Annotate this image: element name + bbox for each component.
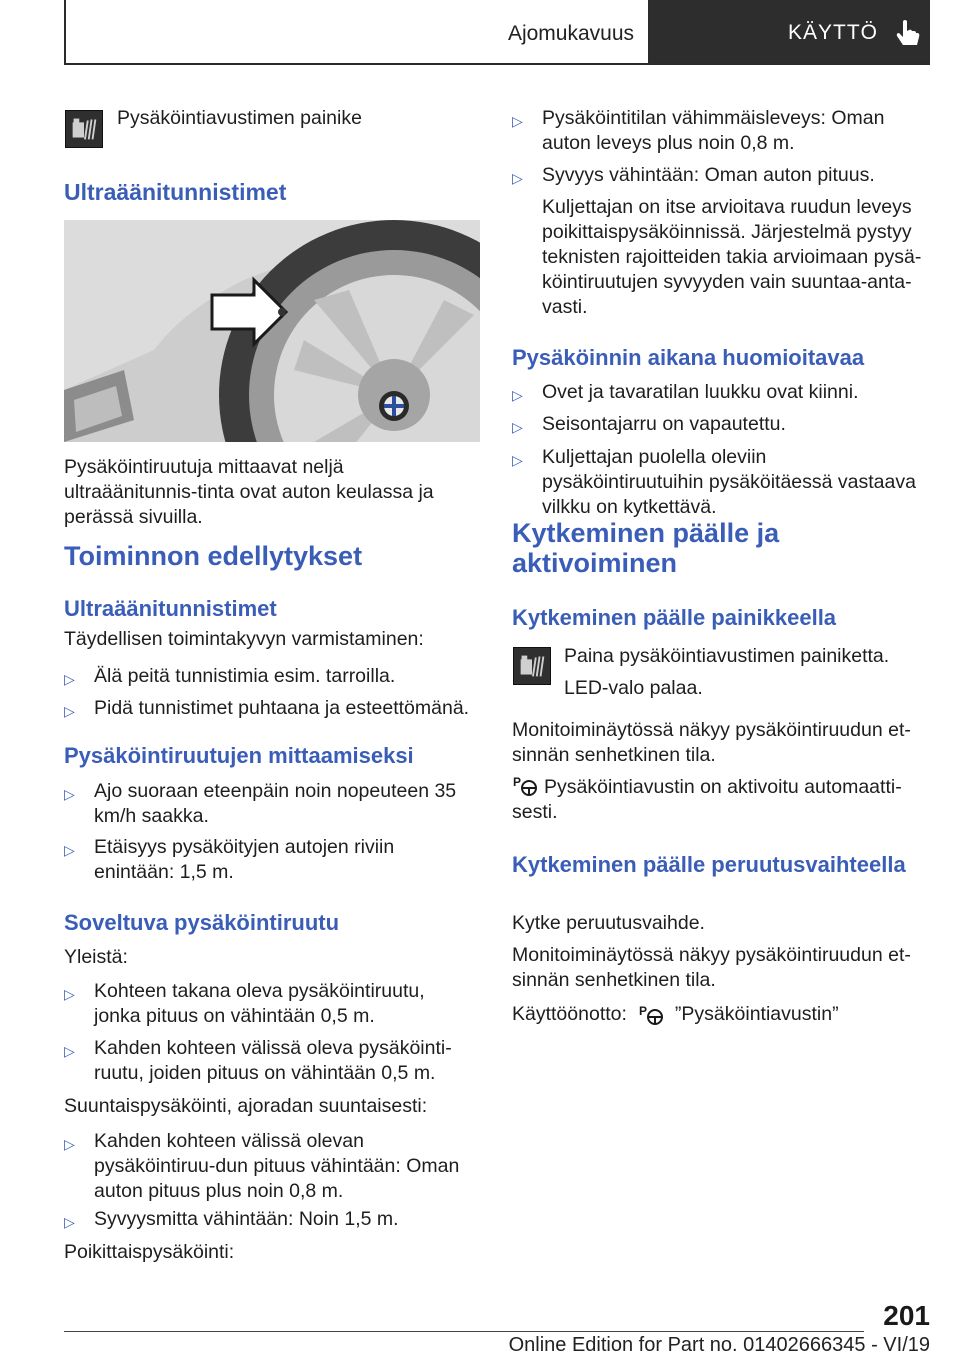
- setup-label: Käyttöönotto:: [512, 1003, 627, 1025]
- parking-assistant-button-icon: [513, 647, 551, 685]
- chapter-tab-label: KÄYTTÖ: [787, 20, 878, 44]
- heading-activate-button: Kytkeminen päälle painikkeella: [512, 605, 837, 630]
- triangle-right-icon: ▷: [512, 113, 523, 129]
- list-item: ▷ Pysäköintitilan vähimmäisleveys: Oman auton leveys plus noin 0,8 m.: [512, 107, 885, 154]
- press-button-text: Paina pysäköintiavustimen painiketta.: [564, 645, 890, 667]
- monitor-status-text-2: Monitoiminäytössä näkyy pysäköintiruudun et-sinnän senhetkinen tila.: [512, 944, 911, 991]
- triangle-right-icon: ▷: [512, 387, 523, 403]
- led-text: LED-valo palaa.: [564, 677, 703, 699]
- triangle-right-icon: ▷: [64, 786, 75, 802]
- list-item: ▷ Älä peitä tunnistimia esim. tarroilla.: [64, 664, 474, 692]
- edition-footer: Online Edition for Part no. 01402666345 - VI/19: [508, 1334, 930, 1356]
- triangle-right-icon: ▷: [64, 1043, 75, 1059]
- sensor-location-photo: [64, 220, 480, 442]
- heading-during-parking: Pysäköinnin aikana huomioitavaa: [512, 345, 865, 370]
- triangle-right-icon: ▷: [512, 419, 523, 435]
- svg-text:P: P: [638, 1003, 647, 1018]
- list-item: ▷ Syvyys vähintään: Oman auton pituus.: [512, 163, 928, 191]
- triangle-right-icon: ▷: [64, 703, 75, 719]
- heading-sensors: Ultraäänitunnistimet: [64, 179, 287, 205]
- list-item: ▷ Kahden kohteen välissä oleva pysäköinti-ruutu, joiden pituus on vähintään 0,5 m.: [64, 1037, 452, 1084]
- list-item: ▷ Ajo suoraan eteenpäin noin nopeuteen 35 km/h saakka.: [64, 780, 457, 827]
- triangle-right-icon: ▷: [64, 671, 75, 687]
- heading-prerequisites: Toiminnon edellytykset: [64, 541, 363, 571]
- full-function-text: Täydellisen toimintakyvyn varmistaminen:: [64, 628, 424, 650]
- setup-menu-path: ”Pysäköintiavustin”: [674, 1003, 839, 1025]
- page-number: 201: [883, 1300, 930, 1331]
- svg-text:P: P: [513, 775, 522, 789]
- header-section-title: Ajomukavuus: [507, 22, 634, 45]
- list-item: ▷ Seisontajarru on vapautettu.: [512, 412, 928, 440]
- monitor-status-text: Monitoiminäytössä näkyy pysäköintiruudun et-sinnän senhetkinen tila.: [512, 719, 911, 766]
- triangle-right-icon: ▷: [512, 170, 523, 186]
- parallel-label: Suuntaispysäköinti, ajoradan suuntaisesti:: [64, 1095, 428, 1117]
- setup-row: [512, 1002, 928, 1027]
- button-caption: Pysäköintiavustimen painike: [117, 107, 362, 129]
- header-rule: [64, 63, 930, 65]
- general-label: Yleistä:: [64, 946, 128, 968]
- heading-activate: Kytkeminen päälle ja aktivoiminen: [512, 518, 780, 578]
- perpendicular-label: Poikittaispysäköinti:: [64, 1241, 235, 1263]
- driver-note: Kuljettajan on itse arvioitava ruudun leveys poikittaispysäköinnissä. Järjestelmä pystyy teknisten rajoitteiden takia arvioimaan pysä-köintiruutujen syvyyden vain suuntaa-anta-vasti.: [542, 196, 922, 318]
- triangle-right-icon: ▷: [64, 842, 75, 858]
- heading-measuring: Pysäköintiruutujen mittaamiseksi: [64, 743, 414, 768]
- reverse-text: Kytke peruutusvaihde.: [512, 912, 705, 934]
- triangle-right-icon: ▷: [64, 1214, 75, 1230]
- triangle-right-icon: ▷: [512, 452, 523, 468]
- list-item: ▷ Kahden kohteen välissä olevan pysäköintiruu-dun pituus vähintään: Oman auton pituus plus noin 0,8 m.: [64, 1130, 460, 1202]
- parking-steering-icon: [639, 1004, 665, 1026]
- list-item: ▷ Pidä tunnistimet puhtaana ja esteettömänä.: [64, 696, 474, 724]
- auto-activated-text: Pysäköintiavustin on aktivoitu automaatti-sesti.: [512, 776, 902, 823]
- triangle-right-icon: ▷: [64, 1136, 75, 1152]
- triangle-right-icon: ▷: [64, 986, 75, 1002]
- list-item: ▷ Etäisyys pysäköityjen autojen riviin enintään: 1,5 m.: [64, 836, 395, 883]
- footer-rule: [64, 1331, 864, 1332]
- hand-pointer-icon: [894, 19, 920, 47]
- heading-suitable-space: Soveltuva pysäköintiruutu: [64, 910, 340, 935]
- photo-caption: Pysäköintiruutuja mittaavat neljä ultraäänitunnis-tinta ovat auton keulassa ja perässä sivuilla.: [64, 456, 434, 528]
- list-item: ▷ Ovet ja tavaratilan luukku ovat kiinni.: [512, 380, 928, 408]
- header-chapter-tab[interactable]: [650, 0, 930, 65]
- list-item: ▷ Kohteen takana oleva pysäköintiruutu, jonka pituus on vähintään 0,5 m.: [64, 980, 425, 1027]
- parking-assistant-button-icon: [65, 110, 103, 148]
- heading-reverse-gear: Kytkeminen päälle peruutusvaihteella: [512, 852, 906, 877]
- heading-sensors-2: Ultraäänitunnistimet: [64, 596, 277, 621]
- list-item: ▷ Kuljettajan puolella oleviin pysäköintiruutuihin pysäköitäessä vastaava vilkku on kytkettävä.: [512, 446, 916, 518]
- list-item: ▷ Syvyysmitta vähintään: Noin 1,5 m.: [64, 1207, 474, 1235]
